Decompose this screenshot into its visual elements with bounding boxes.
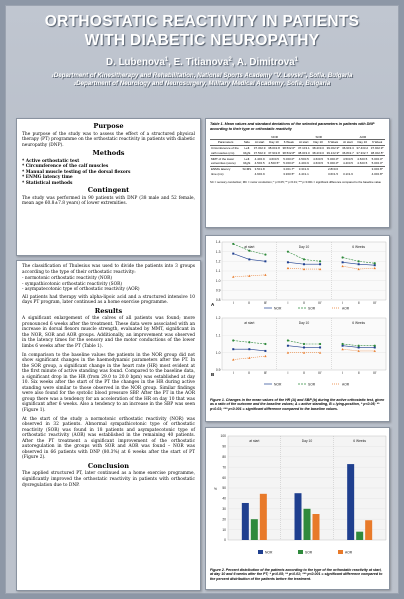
table-row bbox=[210, 145, 385, 150]
y-tick-label: 1.0 bbox=[215, 278, 221, 283]
y-tick-label: 0.8 bbox=[215, 298, 221, 303]
x-tick-label: III' bbox=[263, 301, 268, 305]
table-cell: 36.9±3.3 bbox=[342, 146, 354, 151]
results-heading: Results bbox=[94, 306, 123, 315]
data-point bbox=[264, 350, 266, 352]
table-cell: 4.6±0.5 bbox=[311, 156, 325, 161]
table-cell: 4.4±0.5 bbox=[342, 161, 353, 166]
data-point bbox=[319, 343, 321, 345]
table-col-header: 6 Week bbox=[325, 139, 341, 145]
bar-sor bbox=[356, 532, 363, 540]
table-group-header: NOR bbox=[252, 134, 296, 139]
x-tick-label: II bbox=[357, 301, 360, 305]
table-cell: time (ms) bbox=[211, 172, 224, 177]
purpose-heading: Purpose bbox=[93, 122, 124, 130]
data-point bbox=[358, 345, 360, 347]
table-1-note: SC = sensory conduction; MC = motor conduction; * p<0.05; ** p<0.01; *** p<0.001 = significant difference compared to the baseline value bbox=[210, 180, 381, 185]
author-3-sup: 1 bbox=[294, 57, 298, 63]
table-cell: 4.4±0.9 bbox=[298, 161, 309, 166]
data-point bbox=[232, 348, 234, 350]
table-cell: 2.8±0.6 bbox=[325, 166, 341, 171]
affil-1-sup: 1 bbox=[51, 73, 54, 78]
table-cell: 37.3±2.7 bbox=[356, 150, 369, 155]
title-line-1: ORTHOSTATIC REACTIVITY IN PATIENTS bbox=[44, 13, 360, 30]
data-point bbox=[248, 341, 250, 343]
y-tick-label: 1.1 bbox=[215, 333, 221, 338]
period-label: 6 Weeks bbox=[352, 321, 366, 325]
data-point bbox=[232, 243, 234, 245]
y-tick-label: 1.4 bbox=[215, 240, 221, 245]
y-tick-label: 20 bbox=[222, 517, 226, 522]
x-tick-label: III' bbox=[318, 301, 322, 305]
bar-nor bbox=[295, 493, 302, 540]
period-label: Day 10 bbox=[298, 321, 310, 325]
results-text-3: At the start of the study a normotonic orthostatic reactivity (NOR) was observed in 32 patients. Abnormal sympathicotonic type of orthostatic reactivity (SOR) was found in 18 patients and asympatecotonic type of orthostatic reactivity (AOR) was established in the remaining 40 patients. After the PT treatment a significant improvement of the orthostatic autoregulation in the groups with SOR and AOR was found – NOR was observed in 66 patients with DNP (80.3%) at 6 weeks after the start of PT (Figure 2). bbox=[22, 416, 195, 461]
data-point bbox=[287, 251, 289, 253]
y-tick-label: 70 bbox=[222, 465, 226, 470]
table-cell: 4.6±0.9 bbox=[254, 172, 265, 177]
x-tick-label: III' bbox=[373, 371, 377, 375]
data-point bbox=[232, 253, 234, 255]
bar-sor bbox=[251, 519, 258, 540]
y-tick-label: 10 bbox=[222, 527, 226, 532]
table-group-header: SOR bbox=[297, 134, 341, 139]
table-cell: extremities (score) bbox=[211, 161, 236, 166]
table-1-caption: Table 1. Mean values and standard deviations of the selected parameters in patients with DNP according to their type or orthostatic reactivity bbox=[210, 122, 375, 131]
methods-item: * Active orthostatic test bbox=[22, 158, 80, 164]
data-point bbox=[264, 343, 266, 345]
table-cell: 4.6±0.5 bbox=[357, 161, 368, 166]
legend-label: NOR bbox=[274, 306, 282, 311]
contingent-heading: Contingent bbox=[87, 186, 130, 195]
table-cell: 37.1±3.1 bbox=[297, 146, 310, 151]
table-cell: 4.6±0.5 bbox=[313, 161, 324, 166]
table-cell: 4.4±1.1 bbox=[298, 172, 309, 177]
affiliation-1 bbox=[6, 72, 398, 80]
panel-label: A bbox=[211, 302, 215, 307]
y-tick-label: 1.1 bbox=[215, 269, 221, 274]
table-cell bbox=[241, 172, 252, 177]
purpose-text: The purpose of the study was to assess the effect of a structured physical therapy (PT) programme on the orthostatic reactivity in patients with diabetic neuropathy (DNP). bbox=[22, 131, 195, 148]
table-cell: SCMS bbox=[242, 167, 252, 172]
bar-aor bbox=[313, 514, 320, 540]
data-point bbox=[319, 260, 321, 262]
poster bbox=[5, 5, 399, 594]
y-tick-label: 90 bbox=[222, 444, 226, 449]
author-3: A. Dimitrova bbox=[236, 57, 295, 68]
table-cell: 4.5±0.5 bbox=[297, 156, 311, 161]
table-col-header: At start bbox=[297, 139, 311, 145]
authors: D. Lubenova$^1$, E. Titianova$^2$, A. Dimitrova$^1$ bbox=[106, 57, 298, 68]
table-cell: 37.5±2.9 bbox=[253, 150, 266, 155]
data-point bbox=[341, 343, 343, 345]
period-label: at start bbox=[244, 321, 255, 325]
contingent-text-3: All patients had therapy with alpha-lipoic acid and a structured intensive 10 days PT program, later continued as a home exercise programme. bbox=[22, 294, 195, 306]
y-tick-label: 60 bbox=[222, 475, 226, 480]
bar-nor bbox=[242, 503, 249, 540]
table-cell bbox=[267, 172, 281, 177]
data-point bbox=[248, 258, 250, 260]
data-point bbox=[303, 346, 305, 348]
table-cell: 37.9±2.9* bbox=[370, 146, 384, 151]
group-item: - asympatecotonic type of orthostatic reactivity (AOR) bbox=[22, 287, 140, 293]
methods-heading: Methods bbox=[92, 149, 125, 158]
data-point bbox=[374, 264, 376, 266]
category-label: Day 10 bbox=[301, 439, 313, 443]
y-axis-label: % bbox=[214, 487, 217, 491]
y-tick-label: 0 bbox=[224, 538, 226, 543]
x-tick-label: III' bbox=[373, 301, 377, 305]
table-cell: 3.9±0.5* bbox=[283, 172, 295, 177]
y-tick-label: 80 bbox=[222, 455, 226, 459]
table-cell: 5.0±0.0* bbox=[325, 156, 341, 161]
period-label: at start bbox=[244, 245, 255, 249]
table-cell: 4.4±0.9 bbox=[252, 156, 266, 161]
table-row bbox=[210, 172, 385, 177]
data-point bbox=[358, 260, 360, 262]
group-item: - normotonic orthostatic reactivity (NOR) bbox=[22, 276, 113, 282]
affil-2-sup: 2 bbox=[73, 81, 77, 86]
x-tick-label: II bbox=[303, 371, 305, 375]
figure-1-caption: Figure 1. Changes in the mean values of the HR (A) and SBP (b) during the active orthostatic test, given as a ratio of the outcome and the baseline values; A = active standing, B = lying-position, * p<0.05; ** p<0.01; *** p<0.001 = significant difference compared to the baseline values. bbox=[210, 398, 385, 411]
author-2-sup: 2 bbox=[228, 57, 232, 63]
poster-title bbox=[6, 6, 398, 50]
contingent-text-2: The classification of Thulesius was used to divide the patients into 3 groups according to the type of their orthostatic reactivity: bbox=[22, 264, 195, 275]
table-cell bbox=[311, 172, 325, 177]
data-point bbox=[374, 262, 376, 264]
x-tick-label: I bbox=[287, 301, 289, 305]
legend-label: SOR bbox=[308, 382, 316, 387]
table-group-header: AOR bbox=[341, 134, 385, 139]
y-tick-label: 100 bbox=[220, 434, 226, 439]
table-cell: Right bbox=[243, 161, 251, 166]
table-cell: 38.5±2.8* bbox=[282, 150, 296, 155]
x-tick-label: III' bbox=[263, 371, 268, 375]
table-cell bbox=[355, 172, 369, 177]
table-col-header: Day 10 bbox=[267, 139, 281, 145]
affil-1-text: Department of Kinesitherapy and Rehabilitation, National Sports Academy "V. Levski", Sofia, Bulgaria bbox=[53, 72, 353, 79]
table-col-header: At start bbox=[252, 139, 266, 145]
table-cell: 3.0±1.7* bbox=[281, 166, 297, 171]
x-tick-label: III' bbox=[318, 371, 322, 375]
legend-label: SOR bbox=[305, 550, 313, 555]
table-body bbox=[210, 145, 385, 176]
table-cell: MMT of the lower bbox=[210, 156, 241, 161]
y-tick-label: 40 bbox=[222, 496, 226, 501]
table-cell: 38.4±3.0 bbox=[312, 146, 324, 151]
table-cell: 3.3±1.9 bbox=[297, 166, 311, 171]
table-col-header: 6 Week bbox=[281, 139, 297, 145]
table-cell: 37.4±3.2 bbox=[356, 146, 369, 151]
x-tick-label: I bbox=[287, 371, 289, 375]
table-cell: 4.5±0.5* bbox=[268, 161, 280, 166]
y-tick-label: 1.2 bbox=[215, 316, 221, 321]
table-cell: Right bbox=[243, 150, 251, 155]
figure-2-caption: Figure 2. Percent distribution of the patients according to the type of the orthostatic reactivity at start, at day 10 and 6 weeks after the PT; * p<0.05; ** p<0.01; *** p<0.001 = significant difference compared to the percent distribution of the patients before the treatment. bbox=[210, 568, 383, 581]
x-tick-label: I bbox=[232, 301, 234, 305]
data-point bbox=[319, 263, 321, 265]
figure-2-panel bbox=[205, 427, 390, 590]
legend-label: NOR bbox=[274, 382, 282, 387]
contingent-text-1: The study was performed in 90 patients with DNP (38 male and 52 female, mean age 60.8±7.8 years) of lower extremities. bbox=[22, 195, 195, 207]
table-cell: 5.0±0.0* bbox=[327, 161, 339, 166]
bar-sor bbox=[304, 509, 311, 540]
data-point bbox=[319, 346, 321, 348]
x-tick-label: II bbox=[303, 301, 305, 305]
category-label: at start bbox=[249, 439, 260, 443]
group-item: - sympathicotonic orthostatic reactivity (SOR) bbox=[22, 281, 123, 287]
author-2: E. Titianova bbox=[173, 57, 229, 68]
table-col-header: Day 10 bbox=[311, 139, 325, 145]
table-cell: 38.0±2.5* bbox=[370, 150, 384, 155]
table-cell: ENMG latency bbox=[210, 166, 241, 171]
data-point bbox=[232, 339, 234, 341]
table-cell: 38.4±3.0 bbox=[312, 150, 324, 155]
table-col-header: At start bbox=[341, 139, 355, 145]
author-1-sup: 1 bbox=[164, 57, 169, 63]
table-cell: 4.5±0.5 bbox=[341, 156, 355, 161]
data-point bbox=[303, 258, 305, 260]
methods-item: * Manual muscle testing of the dorsal flexors bbox=[22, 169, 131, 175]
y-tick-label: 1.0 bbox=[215, 350, 221, 355]
table-cell: 39.1±2.9* bbox=[326, 150, 340, 155]
period-label: 6 Weeks bbox=[352, 245, 366, 249]
y-tick-label: 0.9 bbox=[215, 368, 221, 373]
bar-aor bbox=[365, 520, 372, 540]
table-cell: 4.0±0.8* bbox=[371, 172, 383, 177]
conclusion-heading: Conclusion bbox=[87, 461, 130, 470]
table-cell: 36.8±2.7 bbox=[342, 150, 354, 155]
table-cell: 39.0±2.9* bbox=[326, 146, 340, 151]
y-tick-label: 0.9 bbox=[215, 288, 221, 293]
affiliation-2 bbox=[6, 80, 398, 88]
table-cell: 4.6±0.5 bbox=[267, 156, 281, 161]
y-tick-label: 1.3 bbox=[215, 249, 221, 254]
data-point bbox=[264, 253, 266, 255]
title-line-2: WITH DIABETIC NEUROPATHY bbox=[84, 32, 320, 49]
methods-item: * Statistical methods bbox=[22, 180, 73, 186]
table-cell: Circumference of the bbox=[211, 146, 239, 151]
data-point bbox=[341, 256, 343, 258]
results-text-1: A significant enlargement of the calves of all patients was found; more pronounced 6 weeks after the treatment. These data were associated with an increase in dorsal flexors muscle strength, evaluated by MMT, significant in the NOR, SOR and AOR groups. Additionally, an improvement was observed in the latency times for the sensory and the motor conductions of the lower limbs 6 weeks after the PT (Table 1). bbox=[22, 316, 195, 349]
legend-swatch bbox=[338, 550, 343, 554]
table-cell: Left bbox=[244, 146, 250, 151]
results-panel bbox=[16, 260, 201, 591]
conclusion-text: The applied structured PT, later continued as a home exercise programme, significantly improved the orthostatic reactivity in patients with orthostatic dysregulation due to DNP. bbox=[22, 471, 195, 488]
results-text-2: In comparison to the baseline values the patients in the NOR group did not show significant changes in the haemodynamic parameters after the PT. In the SOR group, a significant change in the heart rate (HR) most evident at the first minute of active standing was found. Compared to the baseline data, a significant drop in the HR (from 29.0 to 20.0 bpm) was established at day 10. Six weeks after the start of the PT the changes in the HR during active standing were similar to those observed in the NOR group. Similar findings were also found for the systolic blood pressure SBP. After the PT in the AOR group there was a tendency for an acceleration of the HR on day 10 that was significant after 6 weeks. Also a tendency to an increase in the SBP was seen (Figure 1). bbox=[22, 352, 195, 413]
figure-1-panel bbox=[205, 235, 390, 422]
legend-swatch bbox=[298, 550, 303, 554]
table-col-header: 6 Week bbox=[369, 139, 385, 145]
figure-2-chart bbox=[206, 428, 391, 564]
category-label: 6 Weeks bbox=[353, 439, 367, 443]
period-label: Day 10 bbox=[298, 245, 310, 249]
data-point bbox=[248, 348, 250, 350]
affil-2-text: Department of Neurology and Neurosurgery, Military Medical Academy, Sofia, Bulgaria bbox=[76, 80, 331, 87]
data-point bbox=[303, 343, 305, 345]
panel-label: B bbox=[211, 372, 215, 377]
table-cell: 3.1±1.6 bbox=[342, 172, 353, 177]
table-cell: 38.0±2.8 bbox=[268, 146, 280, 151]
methods-list bbox=[22, 159, 195, 187]
table-cell: 5.0±0.0* bbox=[371, 161, 383, 166]
table-col-header: Parameters bbox=[210, 139, 241, 145]
x-tick-label: II bbox=[248, 301, 251, 305]
author-1: D. Lubenova bbox=[106, 57, 165, 68]
table-1-panel bbox=[205, 118, 390, 228]
table-cell: 37.3±2.9 bbox=[253, 146, 266, 151]
data-point bbox=[342, 261, 344, 263]
legend-swatch bbox=[258, 550, 263, 554]
data-point bbox=[287, 339, 289, 341]
x-tick-label: I bbox=[232, 371, 234, 375]
table-cell: 5.0±0.0* bbox=[283, 161, 295, 166]
y-tick-label: 1.2 bbox=[215, 259, 221, 264]
data-point bbox=[374, 345, 376, 347]
table-cell: 38.5±2.6* bbox=[282, 146, 296, 151]
y-tick-label: 50 bbox=[222, 486, 226, 491]
data-point bbox=[287, 345, 289, 347]
methods-item: * ENMG latency time bbox=[22, 175, 73, 181]
table-cell: 38.0±3.0 bbox=[297, 150, 310, 155]
table-cell: 3.0±0.8* bbox=[369, 166, 385, 171]
table-col-header: Side bbox=[241, 139, 252, 145]
table-col-header: Day 10 bbox=[355, 139, 369, 145]
x-tick-label: I bbox=[342, 301, 344, 305]
table-cell: 4.5±0.5 bbox=[254, 161, 265, 166]
table-cell: Left bbox=[241, 156, 252, 161]
table-1 bbox=[210, 134, 385, 176]
poster-header bbox=[6, 6, 398, 102]
data-point bbox=[287, 261, 289, 263]
x-tick-label: II bbox=[357, 371, 360, 375]
legend-label: AOR bbox=[342, 306, 350, 311]
data-point bbox=[264, 260, 266, 262]
methods-item: * Circumference of the calf muscles bbox=[22, 164, 109, 170]
legend-label: AOR bbox=[345, 550, 353, 555]
legend-label: NOR bbox=[265, 550, 273, 555]
figure-1-chart bbox=[206, 236, 391, 394]
y-tick-label: 30 bbox=[222, 507, 226, 511]
bar-nor bbox=[347, 464, 354, 540]
table-cell: 5.0±0.0* bbox=[369, 156, 385, 161]
x-tick-label: I bbox=[342, 371, 344, 375]
purpose-methods-panel bbox=[16, 118, 201, 256]
table-cell: 37.9±2.8 bbox=[268, 150, 280, 155]
table-cell: calf muscles (cm) bbox=[211, 150, 235, 155]
table-cell: 5.0±0.0* bbox=[281, 156, 297, 161]
legend-label: SOR bbox=[308, 306, 316, 311]
data-point bbox=[248, 250, 250, 252]
bar-aor bbox=[260, 494, 267, 540]
x-tick-label: II bbox=[248, 371, 251, 375]
groups-list bbox=[22, 276, 195, 293]
data-point bbox=[303, 263, 305, 265]
table-cell: 4.6±0.5 bbox=[355, 156, 369, 161]
data-point bbox=[358, 263, 360, 265]
legend-label: AOR bbox=[342, 382, 350, 387]
table-cell: 3.6±1.5 bbox=[328, 172, 339, 177]
table-cell: 3.5±1.8 bbox=[252, 166, 266, 171]
